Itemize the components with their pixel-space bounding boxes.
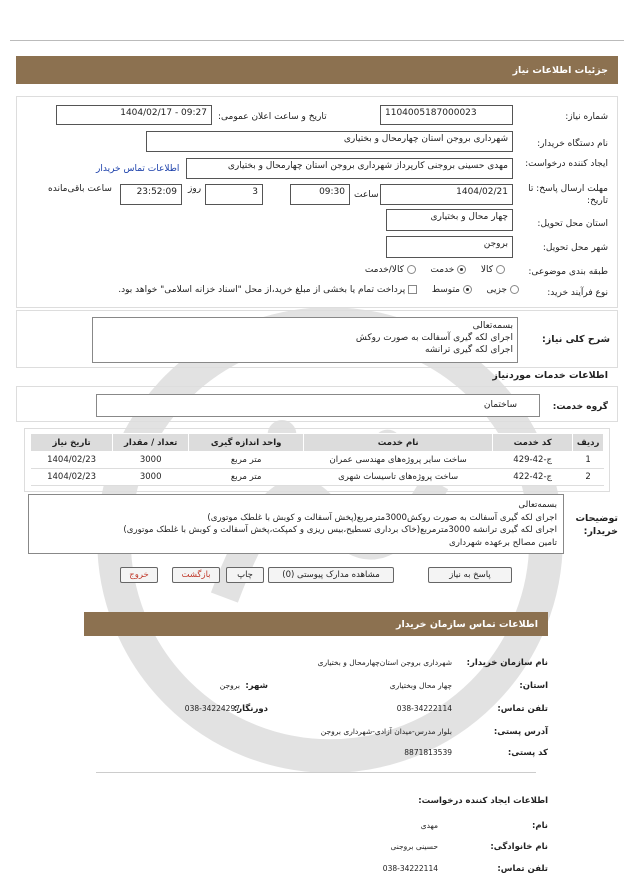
city-contact-value: بروجن	[219, 681, 240, 690]
buyer-label: نام دستگاه خریدار:	[537, 139, 608, 149]
cell-name: ساخت پروژه‌های تاسیسات شهری	[304, 469, 493, 486]
radio-selected-icon	[463, 285, 472, 294]
city-label: شهر محل تحویل:	[542, 243, 608, 253]
category-option-service[interactable]: خدمت	[430, 265, 469, 275]
summary-line: بسمه‌تعالی	[472, 321, 513, 331]
creator-phone-label: تلفن تماس:	[497, 864, 548, 874]
creator-section-label: اطلاعات ایجاد کننده درخواست:	[418, 796, 548, 806]
buyer-contact-link[interactable]: اطلاعات تماس خریدار	[96, 164, 180, 174]
creator-field: مهدی حسینی بروجنی کارپرداز شهرداری بروجن استان چهارمحال و بختیاری	[186, 158, 513, 179]
contact-header	[84, 612, 548, 636]
need-number-field: 1104005187000023	[380, 105, 513, 125]
process-option-minor[interactable]: جزیی	[486, 285, 522, 295]
radio-selected-icon	[457, 265, 466, 274]
col-code: کد خدمت	[493, 434, 573, 452]
days-label: روز	[188, 184, 202, 194]
deadline-time-field: 09:30	[290, 184, 350, 205]
province-label: استان محل تحویل:	[537, 219, 608, 229]
group-label: گروه خدمت:	[552, 402, 608, 412]
group-value: ساختمان	[483, 400, 517, 410]
col-row: ردیف	[573, 434, 604, 452]
fax-label: دورنگار:	[233, 704, 268, 714]
fax-value: 038-34224297	[184, 704, 240, 713]
address-label: آدرس پستی:	[493, 727, 548, 737]
creator-label: ایجاد کننده درخواست:	[525, 159, 608, 169]
buyer-field: شهرداری بروجن استان چهارمحال و بختیاری	[146, 131, 513, 152]
process-option-medium[interactable]: متوسط	[432, 285, 475, 295]
cell-date: 1404/02/23	[31, 469, 113, 486]
remaining-time-field: 23:52:09	[120, 184, 182, 205]
cell-qty: 3000	[113, 452, 189, 469]
radio-icon	[496, 265, 505, 274]
category-radio-group	[365, 265, 508, 275]
time-label: ساعت	[354, 190, 379, 200]
remaining-label: ساعت باقی‌مانده	[48, 184, 112, 194]
col-unit: واحد اندازه گیری	[189, 434, 304, 452]
table-row	[31, 469, 604, 486]
days-field: 3	[205, 184, 263, 205]
items-header-row	[31, 434, 604, 452]
col-qty: تعداد / مقدار	[113, 434, 189, 452]
summary-line: اجرای لکه گیری ترانشه	[424, 345, 513, 355]
org-value: شهرداری بروجن استان‌چهارمحال و بختیاری	[317, 658, 452, 667]
announce-field: 1404/02/17 - 09:27	[56, 105, 212, 125]
family-label: نام خانوادگی:	[490, 842, 548, 852]
contact-title: اطلاعات تماس سازمان خریدار	[395, 618, 538, 630]
city-field: بروجن	[386, 236, 513, 258]
cell-date: 1404/02/23	[31, 452, 113, 469]
page-title: جزئیات اطلاعات نیاز	[512, 64, 608, 76]
col-name: نام خدمت	[304, 434, 493, 452]
buyer-notes-box	[28, 494, 564, 554]
cell-row: 1	[573, 452, 604, 469]
need-number-label: شماره نیاز:	[565, 112, 608, 122]
items-table	[30, 433, 604, 486]
category-label: طبقه بندی موضوعی:	[528, 267, 608, 277]
org-label: نام سازمان خریدار:	[466, 658, 548, 668]
family-value: حسینی بروجنی	[390, 842, 438, 851]
checkbox-icon	[408, 285, 417, 294]
category-option-goods[interactable]: کالا	[481, 265, 508, 275]
attachments-button[interactable]: مشاهده مدارک پیوستی (0)	[268, 567, 394, 583]
province-contact-value: چهار محال وبختیاری	[389, 681, 452, 690]
process-label: نوع فرآیند خرید:	[547, 288, 608, 298]
print-button[interactable]: چاپ	[226, 567, 264, 583]
deadline-label: مهلت ارسال پاسخ: تا تاریخ:	[528, 184, 608, 206]
address-value: بلوار مدرس-میدان آزادی-شهرداری بروجن	[320, 727, 452, 736]
cell-qty: 3000	[113, 469, 189, 486]
summary-line: اجرای لکه گیری آسفالت به صورت روکش	[355, 333, 513, 343]
cell-name: ساخت سایر پروژه‌های مهندسی عمران	[304, 452, 493, 469]
reply-button[interactable]: پاسخ به نیاز	[428, 567, 512, 583]
process-radio-group	[118, 285, 522, 295]
table-row	[31, 452, 604, 469]
phone-value: 038-34222114	[396, 704, 452, 713]
city-contact-label: شهر:	[245, 681, 268, 691]
name-label: نام:	[531, 821, 548, 831]
creator-phone-value: 038-34222114	[382, 864, 438, 873]
deadline-date-field: 1404/02/21	[380, 184, 513, 205]
name-value: مهدی	[420, 821, 438, 830]
cell-unit: متر مربع	[189, 469, 304, 486]
cell-code: ج-42-422	[493, 469, 573, 486]
radio-icon	[407, 265, 416, 274]
note-line: اجرای لکه گیری آسفالت به صورت روکش3000مترمربع(پخش آسفالت و کوبش با غلطک موتوری)	[207, 512, 557, 523]
top-divider	[10, 40, 624, 41]
cell-row: 2	[573, 469, 604, 486]
note-line: اجرای لکه گیری ترانشه 3000مترمربع(خاک برداری تسطیح،بیس ریزی و کمپکت،پخش آسفالت و کوبش با غلطک موتوری)	[123, 525, 557, 535]
services-section-title: اطلاعات خدمات موردنیاز	[492, 370, 608, 381]
treasury-checkbox[interactable]: پرداخت تمام یا بخشی از مبلغ خرید،از محل "اسناد خزانه اسلامی" خواهد بود.	[118, 285, 420, 295]
note-line: بسمه‌تعالی	[518, 500, 557, 510]
col-date: تاریخ نیاز	[31, 434, 113, 452]
note-line: تامین مصالح برعهده شهرداری	[448, 537, 557, 548]
category-option-goods-service[interactable]: کالا/خدمت	[365, 265, 419, 275]
announce-label: تاریخ و ساعت اعلان عمومی:	[218, 112, 327, 122]
postal-value: 8871813539	[404, 748, 452, 757]
postal-label: کد پستی:	[507, 748, 548, 758]
province-contact-label: استان:	[519, 681, 548, 691]
group-field	[96, 394, 540, 417]
back-button[interactable]: بازگشت	[172, 567, 220, 583]
exit-button[interactable]: خروج	[120, 567, 158, 583]
buyer-notes-label: توضیحات خریدار:	[575, 513, 618, 537]
radio-icon	[510, 285, 519, 294]
phone-label: تلفن تماس:	[497, 704, 548, 714]
cell-code: ج-42-429	[493, 452, 573, 469]
summary-label: شرح کلی نیاز:	[541, 334, 610, 345]
page-header	[16, 56, 618, 84]
summary-box	[92, 317, 518, 363]
province-field: چهار محال و بختیاری	[386, 209, 513, 231]
cell-unit: متر مربع	[189, 452, 304, 469]
contact-divider	[96, 772, 536, 773]
